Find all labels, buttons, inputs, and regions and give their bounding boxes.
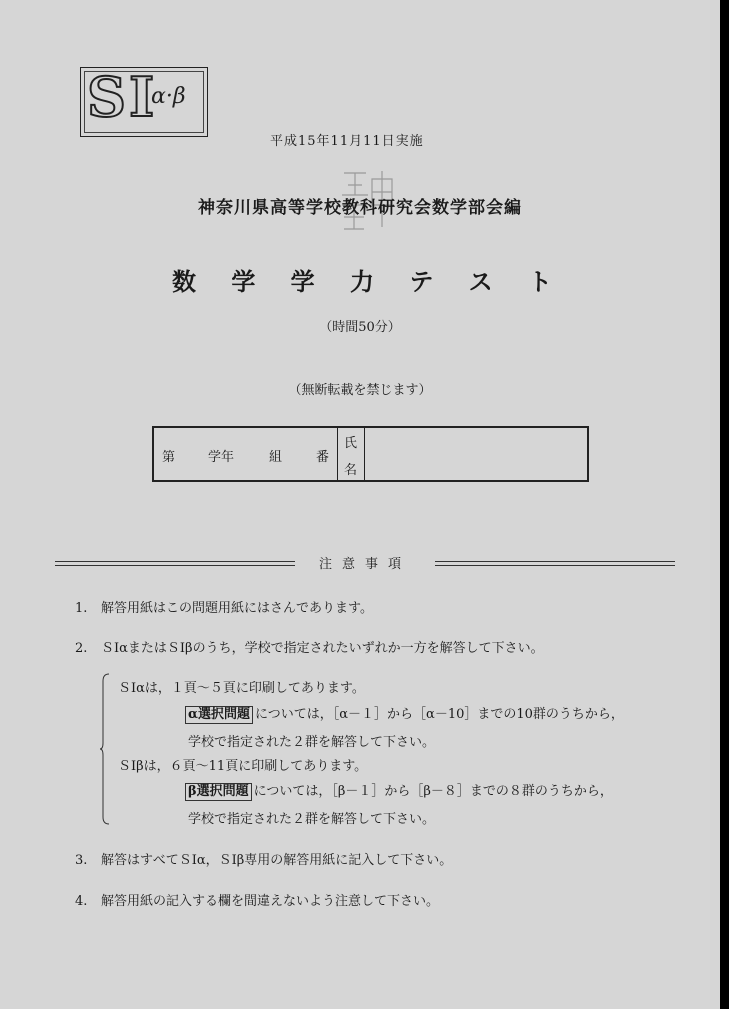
item-text: 解答用紙の記入する欄を間違えないよう注意して下さい。 bbox=[101, 894, 440, 909]
instruction-item-1 bbox=[75, 597, 373, 616]
instruction-item-3 bbox=[75, 849, 452, 868]
exam-duration: （時間50分） bbox=[319, 320, 401, 335]
title-char: ス bbox=[468, 267, 493, 296]
alpha-pages-line: ＳⅠαは，１頁～５頁に印刷してあります。 bbox=[118, 681, 365, 696]
item-number: 4. bbox=[75, 894, 88, 909]
title-char: 数 bbox=[172, 267, 196, 296]
title-char: 力 bbox=[349, 267, 374, 296]
instruction-item-2 bbox=[75, 637, 544, 656]
label-gakunen: 学年 bbox=[208, 450, 235, 465]
item-text: ＳⅠαまたはＳⅠβのうち，学校で指定されたいずれか一方を解答して下さい。 bbox=[101, 641, 544, 656]
alpha-selection-text: については，［α－１］から［α－10］までの10群のうちから， bbox=[255, 707, 624, 722]
item-number: 1. bbox=[75, 601, 88, 616]
alpha-selection-label: α選択問題 bbox=[185, 706, 253, 724]
test-title bbox=[172, 262, 552, 297]
left-brace bbox=[100, 673, 110, 825]
si-alpha-beta-logo bbox=[80, 67, 208, 137]
beta-selection-label: β選択問題 bbox=[185, 783, 252, 801]
title-char: テ bbox=[409, 267, 434, 296]
item-number: 3. bbox=[75, 853, 88, 868]
logo-letter-i: I bbox=[129, 65, 155, 129]
title-char: ト bbox=[527, 267, 552, 296]
beta-selection-line bbox=[185, 780, 613, 801]
exam-date: 平成15年11月11日実施 bbox=[270, 134, 424, 149]
label-mei: 名 bbox=[344, 463, 358, 478]
item-text: 解答はすべてＳⅠα，ＳⅠβ専用の解答用紙に記入して下さい。 bbox=[101, 853, 453, 868]
organization-name: 神奈川県高等学校教科研究会数学部会編 bbox=[198, 198, 522, 218]
item-number: 2. bbox=[75, 641, 88, 656]
instruction-item-4 bbox=[75, 890, 439, 909]
beta-selection-text: については，［β－１］から［β－８］までの８群のうちから， bbox=[253, 784, 613, 799]
instructions-header bbox=[55, 553, 675, 573]
instructions-title: 注意事項 bbox=[318, 557, 411, 572]
logo-letter-s: S bbox=[87, 65, 126, 129]
scan-edge bbox=[720, 0, 729, 1009]
title-char: 学 bbox=[231, 267, 256, 296]
label-ban: 番 bbox=[316, 450, 330, 465]
alpha-instruction-line: 学校で指定された２群を解答して下さい。 bbox=[188, 735, 436, 750]
box-divider bbox=[337, 428, 338, 480]
label-dai: 第 bbox=[162, 450, 176, 465]
beta-pages-line: ＳⅠβは，６頁～11頁に印刷してあります。 bbox=[118, 759, 368, 774]
double-rule bbox=[55, 561, 295, 566]
beta-instruction-line: 学校で指定された２群を解答して下さい。 bbox=[188, 812, 436, 827]
item-text: 解答用紙はこの問題用紙にはさんであります。 bbox=[101, 601, 373, 616]
student-info-box bbox=[152, 426, 589, 482]
double-rule bbox=[435, 561, 675, 566]
label-kumi: 組 bbox=[269, 450, 283, 465]
reproduction-notice: （無断転載を禁じます） bbox=[288, 383, 432, 398]
alpha-selection-line bbox=[185, 703, 624, 724]
label-shi: 氏 bbox=[344, 436, 358, 451]
title-char: 学 bbox=[290, 267, 315, 296]
box-divider bbox=[364, 428, 365, 480]
logo-alpha-beta: α·β bbox=[151, 84, 186, 109]
